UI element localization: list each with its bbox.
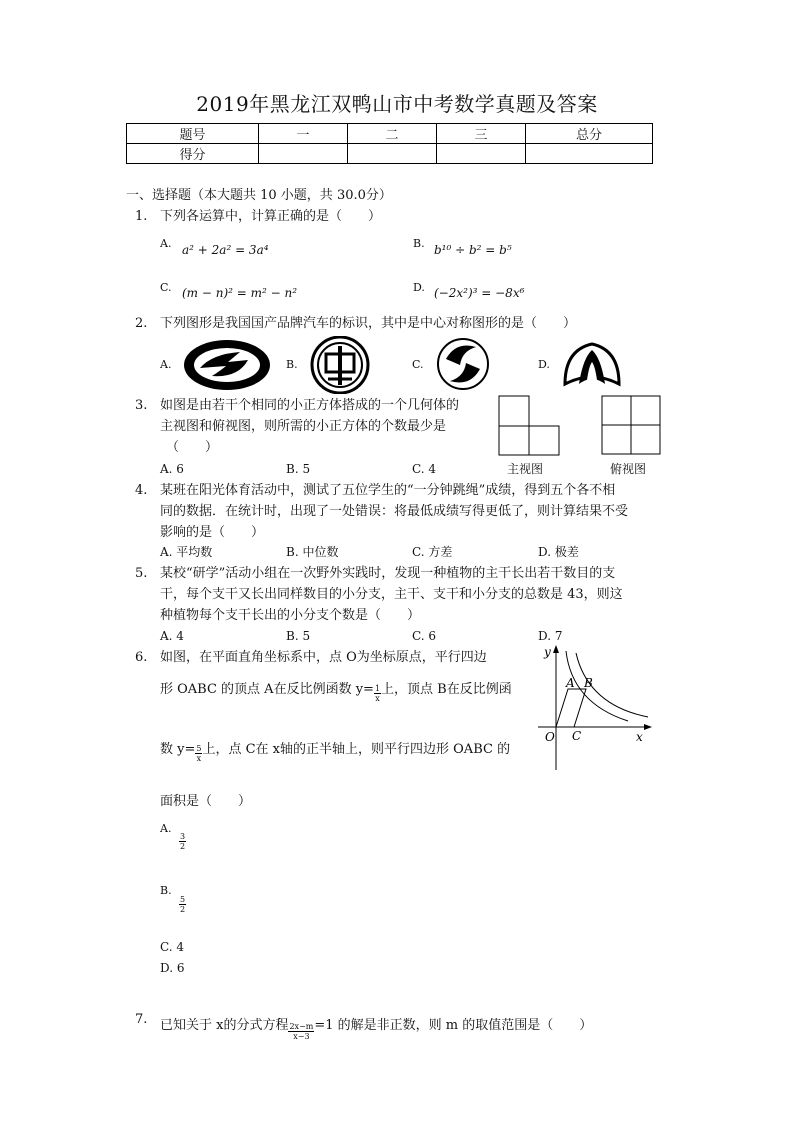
front-view-diagram [498, 395, 562, 457]
option: A. 平均数 [160, 545, 213, 559]
stem-text: 上，点 C在 x轴的正半轴上，则平行四边形 OABC 的 [202, 742, 511, 757]
car-logo-d-icon [561, 340, 623, 390]
question-number: 1. [135, 209, 148, 224]
question-stem-line: （ ） [166, 440, 219, 455]
table-cell [437, 144, 526, 164]
fraction-denominator: x [196, 754, 202, 763]
question-stem-line: 主视图和俯视图，则所需的小正方体的个数最少是 [160, 419, 447, 434]
fraction [288, 1022, 314, 1041]
point-b-label: B [584, 676, 593, 690]
option-label: C. [160, 281, 172, 294]
table-row [127, 144, 653, 164]
option: C. 4 [160, 940, 185, 954]
point-a-label: A [566, 676, 575, 690]
question-stem-line: 干，每个支干又长出同样数目的小分支，主干、支干和小分支的总数是 43，则这 [160, 587, 623, 602]
fraction-numerator: 5 [180, 895, 186, 904]
question-stem-line [160, 676, 512, 703]
fraction-numerator: 1 [374, 684, 381, 693]
option: C. 方差 [412, 545, 453, 559]
stem-text: 已知关于 x的分式方程 [160, 1018, 289, 1033]
car-logo-a-icon [182, 338, 272, 392]
table-cell: 题号 [127, 124, 259, 144]
question-stem-line: 种植物每个支干长出的小分支个数是（ ） [160, 608, 421, 623]
option: B. 中位数 [286, 545, 339, 559]
option-fraction [179, 895, 186, 914]
option-expression: (−2x²)³ = −8x⁶ [434, 286, 525, 300]
question-stem: 下列各运算中，计算正确的是（ ） [160, 209, 382, 224]
coordinate-graph [532, 643, 654, 775]
option-label: A. [160, 358, 172, 371]
question-stem-line: 某班在阳光体育活动中，测试了五位学生的“一分钟跳绳”成绩，得到五个各不相 [160, 483, 616, 498]
fraction-numerator: 3 [180, 832, 186, 841]
table-row [127, 124, 653, 144]
option: C. 4 [412, 462, 437, 476]
question-stem-line [160, 1010, 592, 1041]
option: B. 5 [286, 462, 311, 476]
option: D. 极差 [538, 545, 579, 559]
option: A. 6 [160, 462, 184, 476]
option-label: A. [160, 237, 172, 250]
section-heading: 一、选择题（本大题共 10 小题，共 30.0分） [126, 188, 392, 203]
option-label: C. [412, 358, 424, 371]
fraction-denominator: x [375, 694, 380, 703]
question-stem-line: 影响的是（ ） [160, 525, 265, 540]
stem-text: =1 的解是非正数，则 m 的取值范围是（ ） [314, 1018, 593, 1033]
question-stem-line: 某校“研学”活动小组在一次野外实践时，发现一种植物的主干长出若干数目的支 [160, 566, 616, 581]
fraction [374, 684, 381, 703]
y-axis-label: y [544, 645, 551, 659]
stem-text: 上，顶点 B在反比例函 [381, 682, 512, 697]
option-label: A. [160, 822, 172, 835]
option-label: B. [160, 884, 172, 897]
x-axis-label: x [636, 730, 643, 744]
page-title: 2019年黑龙江双鸭山市中考数学真题及答案 [196, 92, 598, 116]
option-label: B. [286, 358, 298, 371]
option: D. 6 [160, 961, 185, 975]
question-stem-line [160, 736, 510, 763]
option-label: D. [413, 281, 425, 294]
fraction-denominator: 2 [180, 905, 186, 914]
question-number: 2. [135, 316, 148, 331]
fraction-numerator: 2x−m [289, 1022, 314, 1031]
table-cell: 一 [259, 124, 348, 144]
option-expression: (m − n)² = m² − n² [182, 286, 298, 300]
front-view-caption: 主视图 [507, 462, 544, 476]
table-cell: 二 [348, 124, 437, 144]
table-cell [348, 144, 437, 164]
stem-text: 数 y= [160, 742, 196, 757]
fraction-denominator: 2 [180, 842, 186, 851]
score-table [126, 123, 653, 164]
origin-label: O [545, 730, 555, 744]
option-expression: b¹⁰ ÷ b² = b⁵ [434, 243, 512, 257]
table-cell [526, 144, 653, 164]
question-stem: 下列图形是我国国产品牌汽车的标识，其中是中心对称图形的是（ ） [160, 316, 577, 331]
stem-text: 形 OABC 的顶点 A在反比例函数 y= [160, 682, 374, 697]
question-number: 4. [135, 483, 148, 498]
table-cell: 总分 [526, 124, 653, 144]
point-c-label: C [572, 729, 582, 743]
table-cell: 得分 [127, 144, 259, 164]
question-stem-line: 面积是（ ） [160, 794, 252, 809]
table-cell: 三 [437, 124, 526, 144]
option-label: B. [413, 237, 425, 250]
option-expression: a² + 2a² = 3a⁴ [182, 243, 269, 257]
option-fraction [179, 832, 186, 851]
option: A. 4 [160, 629, 184, 643]
question-stem-line: 如图是由若干个相同的小正方体搭成的一个几何体的 [160, 398, 460, 413]
fraction-numerator: 5 [196, 744, 202, 753]
fraction-denominator: x−3 [293, 1032, 310, 1041]
option: D. 7 [538, 629, 563, 643]
option-label: D. [538, 358, 550, 371]
option: C. 6 [412, 629, 437, 643]
top-view-diagram [601, 395, 663, 457]
car-logo-c-icon [436, 337, 490, 391]
question-number: 5. [135, 566, 148, 581]
question-number: 3. [135, 398, 148, 413]
question-number: 7. [135, 1012, 148, 1027]
top-view-caption: 俯视图 [610, 462, 647, 476]
question-stem-line: 如图，在平面直角坐标系中，点 O为坐标原点，平行四边 [160, 650, 487, 665]
table-cell [259, 144, 348, 164]
question-number: 6. [135, 650, 148, 665]
question-stem-line: 同的数据．在统计时，出现了一处错误：将最低成绩写得更低了，则计算结果不受 [160, 504, 629, 519]
option: B. 5 [286, 629, 311, 643]
car-logo-b-icon [310, 336, 370, 394]
